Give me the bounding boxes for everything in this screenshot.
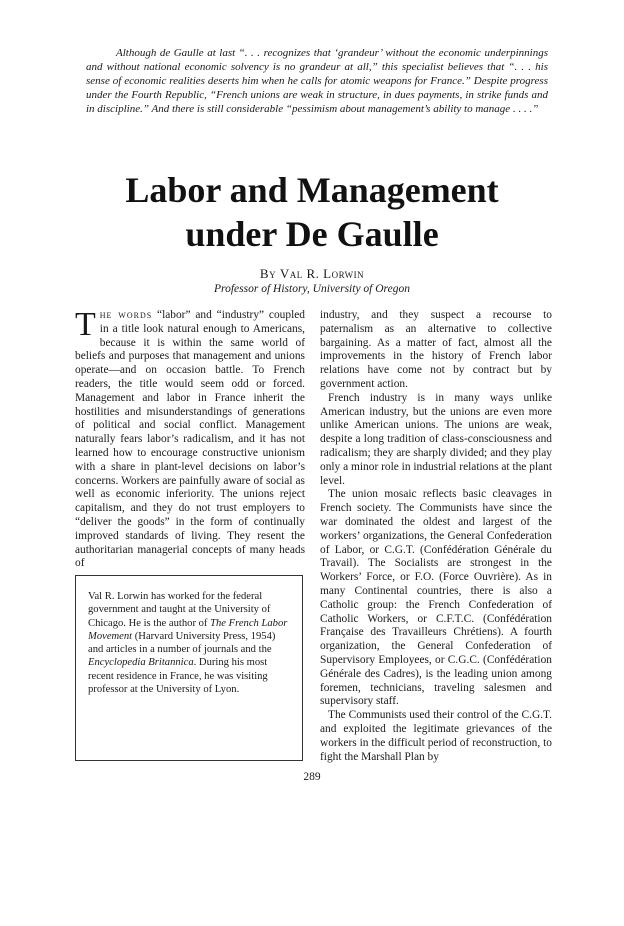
bio-text-3: . During his most recent residence in France, he was visiting professor at the University of Lyon. bbox=[88, 657, 268, 696]
byline bbox=[0, 266, 624, 282]
article-title-line-2: under De Gaulle bbox=[185, 214, 439, 254]
bio-encyclopedia: Encyclopedia Britannica bbox=[88, 657, 194, 669]
lead-in-smallcaps: he words bbox=[99, 309, 153, 321]
bio-text-1: Val R. Lorwin has worked for the federal government and taught at the University of Chicago. He is the author of bbox=[88, 591, 271, 629]
right-paragraph-4: The Communists used their control of the C.G.T. and exploited the legitimate grievances of the workers in the difficult period of reconstruction, to fight the Marshall Plan by bbox=[320, 709, 552, 763]
author-affiliation: Professor of History, University of Oregon bbox=[214, 283, 410, 295]
article-title-line-1: Labor and Management bbox=[125, 170, 499, 210]
byline-by: By bbox=[259, 266, 277, 281]
left-column bbox=[75, 306, 305, 571]
right-paragraph-2: French industry is in many ways unlike American industry, but the unions are even more unlike American unions. The unions are weak, despite a long tradition of class-consciousness and radicalism; they are sharply divided; and they play only a minor role in industrial relations at the plant level. bbox=[320, 391, 552, 487]
left-paragraph-container bbox=[75, 306, 305, 571]
author-bio bbox=[88, 590, 292, 696]
author-name: Val R. Lorwin bbox=[279, 266, 365, 281]
right-paragraph-3: The union mosaic reflects basic cleavages in French society. The Communists have since the war dominated the oldest and largest of the workers’ organizations, the General Confederation of Labor, or C.G.T. (Confédération Générale du Travail). The Socialists are strongest in the Workers’ Force, or F.O. (Force Ouvrière). As in many Continental countries, there is also a Catholic group: the French Confederation of Catholic Workers, or C.F.T.C. (Confédération Française des Travailleurs Chrétiens). A fourth organization, the General Confederation of Supervisory Employees, or C.G.C. (Confédération Générale des Cadres), is the leading union among foremen, technicians, traveling salesmen and supervisory staff. bbox=[320, 488, 552, 708]
right-paragraph-1: industry, and they suspect a recourse to paternalism as an alternative to collective bargaining. As a matter of fact, almost all the improvements in the history of French labor relations have come not by contract but by government action. bbox=[320, 309, 552, 390]
page-number: 289 bbox=[303, 771, 321, 783]
right-column bbox=[320, 309, 552, 764]
epigraph: Although de Gaulle at last “. . . recognizes that ‘grandeur’ without the economic underpinnings and without national economic solvency is no grandeur at all,” this specialist believes that “. . . his sense of economic realities deserts him when he calls for atomic weapons for France.” Despite progress under the Fourth Republic, “French unions are weak in structure, in dues payments, in strike funds and in discipline.” And there is still considerable “pessimism about management’s ability to manage . . . .” bbox=[86, 47, 548, 115]
drop-cap: T bbox=[75, 306, 96, 343]
left-paragraph: “labor” and “industry” coupled in a title look natural enough to Americans, because it is within the same world of beliefs and purposes that management and unions operate—and on occasion battle. To French readers, the title would seem odd or forced. Management and labor in France inherit the hostilities and misunderstandings of generations of political and social conflict. Management naturally fears labor’s radicalism, and it has not learned how to encourage constructive unionism with a share in plant-level decisions on labor’s concerns. Workers are painfully aware of social as well as economic inferiority. The unions reject capitalism, and they do not trust employers to “deliver the goods” in the form of continually improved standards of living. They resent the authoritarian managerial concepts of many heads of bbox=[75, 309, 305, 570]
author-bio-box bbox=[75, 575, 303, 761]
bio-book-title: The French Labor Movement bbox=[88, 617, 288, 642]
bio-text-2: (Harvard University Press, 1954) and articles in a number of journals and the bbox=[88, 630, 276, 656]
